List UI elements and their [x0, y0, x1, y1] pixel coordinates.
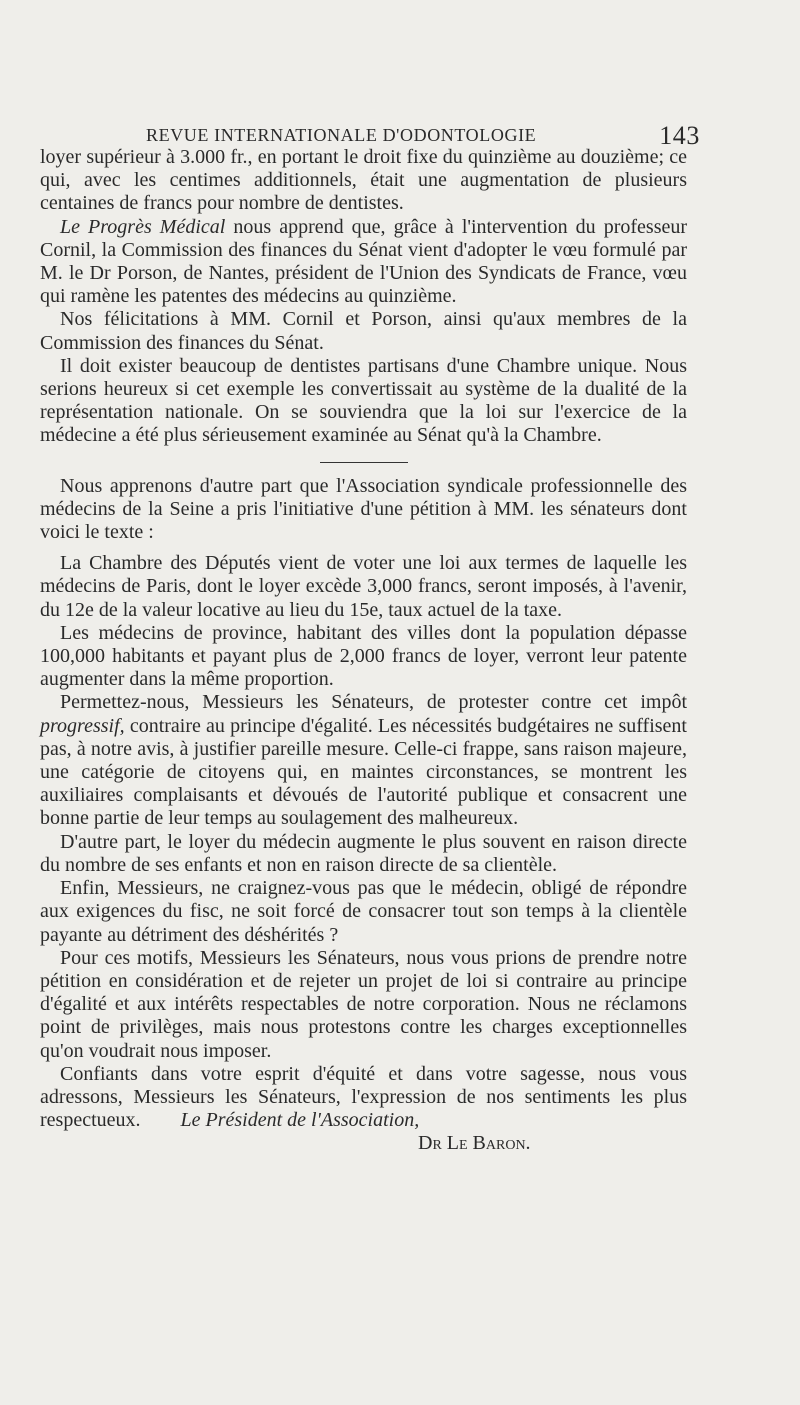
signature-name: Le Baron. — [446, 1132, 531, 1155]
paragraph-4: Il doit exister beaucoup de dentistes partisans d'une Chambre unique. Nous serions heureux si cet exemple les convertissait au système de la dualité de la représentation nationale. On se souviendra que la loi sur l'exercice de la médecine a été plus sérieusement examinée au Sénat qu'à la Chambre. — [40, 354, 687, 447]
paragraph-2: Le Progrès Médical nous apprend que, grâce à l'intervention du professeur Cornil, la Commission des finances du Sénat vient d'adopter le vœu formulé par M. le Dr Porson, de Nantes, président de l'Union des Syndicats de France, vœu qui ramène les patentes des médecins au quinzième. — [40, 215, 688, 308]
petition-paragraph-3: Permettez-nous, Messieurs les Sénateurs, de protester contre cet impôt progressif, contraire au principe d'égalité. Les nécessités budgétaires ne suffisent pas, à notre avis, à justifier pareille mesure. Celle-ci frappe, sans raison majeure, une catégorie de citoyens qui, en maintes circonstances, se montrent les auxiliaires complaisants et dévoués de l'autorité publique et consacrent une bonne partie de leur temps au soulagement des malheureux. — [40, 691, 687, 830]
progres-medical-title: Le Progrès Médical — [60, 215, 226, 238]
signature — [40, 1132, 687, 1155]
paragraph-1: loyer supérieur à 3.000 fr., en portant le droit fixe du quinzième au douzième; ce qui, avec les centimes additionnels, était une augmentation de plusieurs centaines de francs pour nombre de dentistes. — [40, 146, 687, 215]
petition-paragraph-7: Confiants dans votre esprit d'équité et dans votre sagesse, nous vous adressons, Messieurs les Sénateurs, l'expression de nos sentiments les plus respectueux. Le Président de l'Association, — [40, 1062, 687, 1132]
paragraph-3: Nos félicitations à MM. Cornil et Porson, ainsi qu'aux membres de la Commission des finances du Sénat. — [40, 308, 687, 354]
journal-title: REVUE INTERNATIONALE D'ODONTOLOGIE — [146, 125, 537, 145]
progressif-word: progressif, — [40, 714, 125, 737]
section-divider — [320, 462, 408, 463]
petition-paragraph-2: Les médecins de province, habitant des villes dont la population dépasse 100,000 habitants et payant plus de 2,000 francs de loyer, verront leur patente augmenter dans la même proportion. — [40, 621, 687, 691]
petition-paragraph-5: Enfin, Messieurs, ne craignez-vous pas que le médecin, obligé de répondre aux exigences du fisc, ne soit forcé de consacrer tout son temps à la clientèle payante au détriment des déshérités ? — [40, 877, 687, 946]
petition-paragraph-1: La Chambre des Députés vient de voter une loi aux termes de laquelle les médecins de Paris, dont le loyer excède 3,000 francs, seront imposés, à l'avenir, du 12e de la valeur locative au lieu du 15e, taux actuel de la taxe. — [40, 552, 687, 621]
petition-text — [40, 552, 687, 1155]
article-body — [40, 146, 687, 1156]
petition-paragraph-4: D'autre part, le loyer du médecin augmente le plus souvent en raison directe du nombre de ses enfants et non en raison directe de sa clientèle. — [40, 830, 687, 876]
closing-title: Le Président de l'Association, — [180, 1109, 420, 1132]
petition-paragraph-6: Pour ces motifs, Messieurs les Sénateurs, nous vous prions de prendre notre pétition en considération et de rejeter un projet de loi si contraire au principe d'égalité et aux intérêts respectables de notre corporation. Nous ne réclamons point de privilèges, mais nous protestons contre les charges exceptionnelles qu'on voudrait nous imposer. — [40, 946, 687, 1062]
paragraph-association: Nous apprenons d'autre part que l'Association syndicale professionnelle des médecins de la Seine a pris l'initiative d'une pétition à MM. les sénateurs dont voici le texte : — [40, 474, 687, 544]
signature-prefix: Dr — [418, 1132, 442, 1155]
page-number: 143 — [659, 121, 700, 150]
